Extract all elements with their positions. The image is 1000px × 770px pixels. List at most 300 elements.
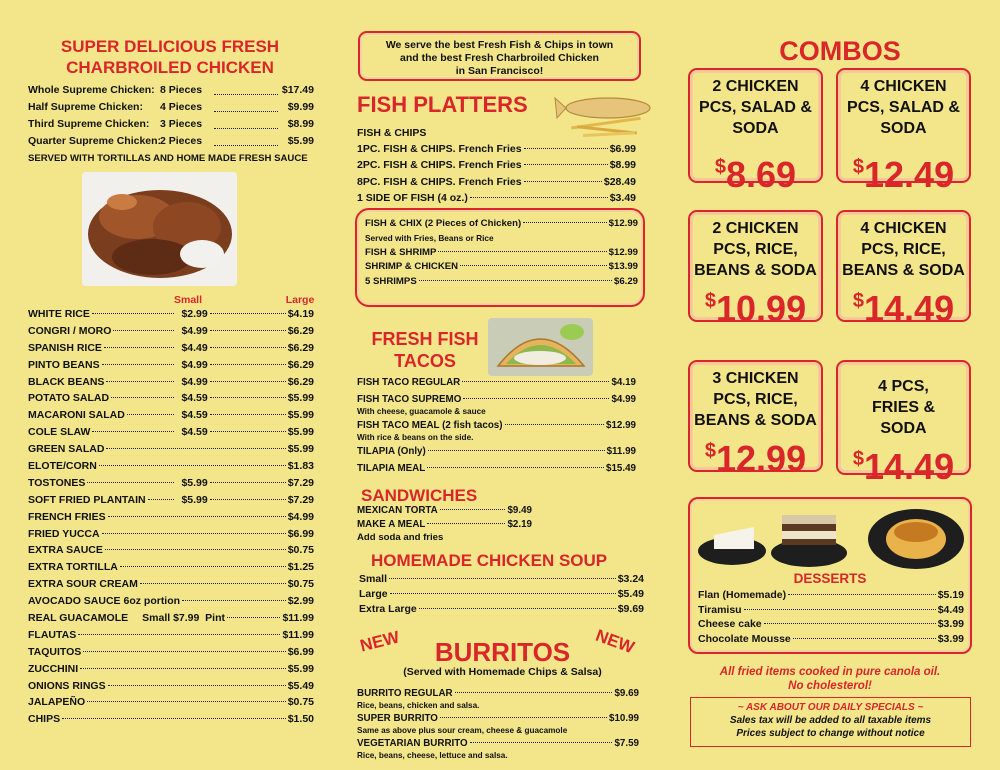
large-price: $6.29 — [287, 324, 314, 337]
item-name: Large — [359, 588, 388, 600]
large-price: $5.99 — [287, 443, 314, 456]
dot-leader — [182, 600, 286, 601]
item-name: VEGETARIAN BURRITO — [357, 738, 468, 749]
chicken-title — [0, 36, 340, 78]
price-row — [365, 261, 638, 276]
dot-leader — [419, 608, 616, 609]
item-name: TAQUITOS — [28, 645, 82, 658]
chicken-price-list — [28, 84, 314, 152]
item-price: $9.69 — [617, 603, 644, 615]
dot-leader — [427, 523, 505, 524]
dot-leader — [788, 594, 936, 595]
price-row — [698, 633, 964, 648]
side-row — [28, 696, 314, 713]
dollar-sign: $ — [704, 290, 717, 312]
dot-leader — [214, 101, 278, 112]
item-price: $5.19 — [937, 589, 964, 601]
side-row — [28, 561, 314, 578]
dot-leader — [80, 668, 286, 669]
tacos-title-line-1: FRESH FISH — [371, 329, 479, 349]
side-row — [28, 612, 314, 629]
dot-leader — [210, 431, 286, 432]
price-row — [357, 159, 636, 175]
dot-leader — [455, 692, 613, 693]
dot-leader — [108, 516, 286, 517]
combos-title: COMBOS — [779, 36, 901, 66]
fish-chips-subtitle: FISH & CHIPS — [357, 127, 427, 139]
dot-leader — [427, 467, 604, 468]
item-name: GREEN SALAD — [28, 443, 105, 456]
side-row — [28, 342, 314, 359]
chicken-title-line-2: CHARBROILED CHICKEN — [66, 58, 274, 77]
dollar-sign: $ — [852, 290, 865, 312]
dot-leader — [105, 549, 286, 550]
item-name: MAKE A MEAL — [357, 519, 426, 530]
dot-leader — [524, 164, 608, 165]
item-name: Flan (Homemade) — [698, 589, 787, 601]
item-name: 5 SHRIMPS — [365, 275, 417, 287]
price-change-note: Prices subject to change without notice — [736, 728, 925, 739]
side-row — [28, 511, 314, 528]
item-name: FRIED YUCCA — [28, 527, 100, 540]
sandwich-note: Add soda and fries — [357, 532, 444, 543]
item-price: $12.99 — [608, 246, 638, 258]
price-row — [357, 192, 636, 208]
item-name: Small — [359, 573, 388, 585]
combo-price-value: 10.99 — [716, 288, 807, 329]
item-name: SUPER BURRITO — [357, 713, 438, 724]
item-name: Quarter Supreme Chicken: — [28, 135, 162, 147]
dot-leader — [419, 280, 612, 281]
side-row — [28, 443, 314, 460]
dot-leader — [106, 448, 285, 449]
combo-description: 3 CHICKEN PCS, RICE, BEANS & SODA — [694, 370, 817, 429]
item-price: $6.29 — [613, 275, 638, 287]
dot-leader — [210, 499, 286, 500]
dot-leader — [440, 717, 607, 718]
combo-card — [836, 68, 971, 195]
item-name: Tiramisu — [698, 603, 742, 616]
dot-leader — [113, 330, 173, 331]
item-price: $5.99 — [287, 135, 314, 147]
side-row — [28, 325, 314, 342]
sides-price-list — [28, 308, 314, 730]
large-price: $6.99 — [287, 645, 314, 658]
large-price: $0.75 — [287, 696, 314, 709]
item-name: Extra Large — [359, 603, 417, 615]
combo-price-value: 12.99 — [716, 438, 807, 479]
price-row — [359, 603, 644, 618]
banner-box — [358, 31, 641, 81]
side-row — [28, 663, 314, 680]
burrito-price-list — [357, 688, 639, 763]
item-name: FISH & SHRIMP — [365, 246, 437, 258]
item-price: $12.99 — [608, 218, 638, 229]
dot-leader — [470, 742, 613, 743]
chicken-row — [28, 118, 314, 135]
combo-card — [688, 210, 823, 329]
item-name: SHRIMP & CHICKEN — [365, 261, 459, 272]
price-row — [357, 377, 636, 390]
dot-leader — [214, 84, 278, 95]
side-row — [28, 595, 314, 612]
fried-note-line-2: No cholesterol! — [788, 680, 872, 692]
small-price: $4.99 — [181, 358, 208, 371]
dessert-price-list — [698, 589, 964, 647]
item-price: $9.69 — [614, 688, 639, 699]
banner-line-3: in San Francisco! — [455, 65, 544, 77]
soup-price-list — [359, 573, 644, 618]
side-row — [28, 477, 314, 494]
item-price: $28.49 — [603, 175, 636, 188]
item-price: $11.99 — [606, 446, 636, 457]
item-price: $17.49 — [281, 84, 314, 96]
dot-leader — [210, 381, 286, 382]
taco-photo — [488, 318, 593, 376]
fish-platters-title: FISH PLATTERS — [357, 92, 528, 117]
dot-leader — [428, 450, 605, 451]
dot-leader — [524, 181, 602, 182]
item-name: BLACK BEANS — [28, 375, 105, 388]
item-price: $3.49 — [609, 192, 636, 205]
large-price: $1.50 — [287, 713, 314, 726]
small-price: $4.59 — [181, 392, 208, 405]
fried-note-line-1: All fried items cooked in pure canola oil. — [719, 666, 941, 678]
item-price: $6.99 — [609, 143, 636, 155]
banner-line-1: We serve the best Fresh Fish & Chips in town — [385, 39, 614, 51]
item-name: FLAUTAS — [28, 628, 77, 641]
combo-description: 2 CHICKEN PCS, SALAD & SODA — [699, 78, 812, 137]
combo-price-value: 12.49 — [864, 154, 955, 195]
dot-leader — [214, 118, 278, 129]
item-note: Served with Fries, Beans or Rice — [365, 232, 494, 243]
item-name: AVOCADO SAUCE 6oz portion — [28, 595, 181, 608]
dot-leader — [227, 617, 280, 618]
item-name: TILAPIA (Only) — [357, 446, 426, 457]
combo-card — [836, 360, 971, 487]
large-price: $4.99 — [287, 510, 314, 523]
combo-price — [690, 281, 821, 329]
item-pieces: 3 Pieces — [160, 118, 203, 130]
dot-leader — [210, 364, 286, 365]
dollar-sign: $ — [714, 156, 727, 178]
item-price: $7.59 — [614, 738, 639, 749]
item-name: Cheese cake — [698, 618, 762, 630]
price-row — [698, 589, 964, 604]
side-row — [28, 426, 314, 443]
item-price: $9.49 — [507, 505, 532, 516]
large-price: $6.29 — [287, 375, 314, 388]
dot-leader — [104, 347, 174, 348]
combo-description: 2 CHICKEN PCS, RICE, BEANS & SODA — [694, 220, 817, 279]
large-price: $4.19 — [287, 308, 314, 320]
item-name: ELOTE/CORN — [28, 460, 97, 473]
fish-and-chips-icon — [553, 92, 663, 142]
chicken-row — [28, 101, 314, 118]
item-price: $10.99 — [609, 713, 639, 724]
item-pieces: 2 Pieces — [160, 135, 203, 147]
dot-leader — [744, 609, 936, 610]
served-note: SERVED WITH TORTILLAS AND HOME MADE FRESH SAUCE — [28, 153, 308, 164]
small-price: Small $7.99 Pint — [142, 612, 226, 625]
large-price: $5.99 — [287, 392, 314, 405]
combo-card — [836, 210, 971, 329]
large-price: $1.25 — [287, 561, 314, 574]
dot-leader — [390, 593, 616, 594]
combo-description: 4 CHICKEN PCS, RICE, BEANS & SODA — [842, 220, 965, 279]
large-price: $5.99 — [287, 662, 314, 675]
fish-price-list — [357, 143, 636, 209]
dot-leader — [440, 509, 506, 510]
large-header: Large — [285, 294, 315, 306]
large-price: $6.99 — [287, 527, 314, 540]
side-row — [28, 308, 314, 325]
dot-leader — [210, 313, 286, 314]
item-price: $3.24 — [617, 573, 644, 585]
specials-note: ~ ASK ABOUT OUR DAILY SPECIALS ~ — [737, 702, 924, 713]
item-name: BURRITO REGULAR — [357, 688, 453, 699]
dot-leader — [210, 397, 286, 398]
large-price: $2.99 — [287, 595, 314, 608]
dot-leader — [463, 398, 609, 399]
dot-leader — [214, 135, 278, 146]
dot-leader — [87, 701, 286, 702]
dot-leader — [92, 431, 173, 432]
large-price: $6.29 — [287, 341, 314, 354]
specials-box — [690, 697, 971, 747]
dot-leader — [87, 482, 173, 483]
large-price: $5.49 — [287, 679, 314, 692]
item-pieces: 8 Pieces — [160, 84, 203, 96]
item-price: $15.49 — [606, 463, 636, 474]
dot-leader — [78, 634, 280, 635]
item-price: $5.49 — [617, 588, 644, 600]
price-row — [365, 276, 638, 291]
dot-leader — [470, 197, 608, 198]
side-row — [28, 713, 314, 730]
dot-leader — [505, 424, 605, 425]
side-row — [28, 359, 314, 376]
small-header: Small — [173, 294, 202, 306]
dot-leader — [140, 583, 286, 584]
fried-note — [680, 665, 980, 693]
item-note: With cheese, guacamole & sauce — [357, 407, 486, 416]
side-row — [28, 494, 314, 511]
item-note: Same as above plus sour cream, cheese & guacamole — [357, 725, 568, 735]
burritos-subtitle: (Served with Homemade Chips & Salsa) — [403, 666, 602, 678]
chicken-row — [28, 84, 314, 101]
item-name: CONGRI / MORO — [28, 324, 112, 337]
tacos-price-list — [357, 377, 636, 480]
price-row — [365, 247, 638, 262]
item-name: REAL GUACAMOLE — [28, 612, 129, 625]
item-pieces: 4 Pieces — [160, 101, 203, 113]
sandwich-price-list — [357, 505, 532, 533]
item-price: $4.49 — [937, 603, 964, 616]
dot-leader — [83, 651, 285, 652]
tacos-title-line-2: TACOS — [394, 351, 456, 371]
large-price: $1.83 — [287, 460, 314, 473]
dot-leader — [389, 578, 616, 579]
dot-leader — [764, 623, 936, 624]
item-name: EXTRA SAUCE — [28, 544, 103, 557]
soup-title: HOMEMADE CHICKEN SOUP — [371, 551, 608, 570]
item-name: COLE SLAW — [28, 426, 91, 439]
side-row — [28, 528, 314, 545]
large-price: $11.99 — [282, 628, 314, 641]
price-row — [357, 738, 639, 751]
item-name: FISH TACO SUPREMO — [357, 394, 462, 405]
side-row — [28, 680, 314, 697]
item-name: ONIONS RINGS — [28, 679, 106, 692]
desserts-title: DESSERTS — [793, 571, 867, 586]
large-price: $6.29 — [287, 358, 314, 371]
item-name: ZUCCHINI — [28, 662, 79, 675]
large-price: $0.75 — [287, 544, 314, 557]
item-note: Rice, beans, chicken and salsa. — [357, 700, 480, 710]
combo-card — [688, 68, 823, 195]
dot-leader — [99, 465, 286, 466]
large-price: $5.99 — [287, 426, 314, 439]
price-row — [357, 713, 639, 726]
dot-leader — [210, 482, 286, 483]
item-name: Third Supreme Chicken: — [28, 118, 150, 130]
dot-leader — [62, 718, 286, 719]
side-row — [28, 460, 314, 477]
dot-leader — [108, 685, 286, 686]
large-price: $7.29 — [287, 476, 314, 489]
item-name: PINTO BEANS — [28, 358, 100, 371]
item-note: With rice & beans on the side. — [357, 433, 474, 442]
dot-leader — [102, 533, 286, 534]
fish-combo-box — [355, 208, 645, 307]
price-row — [365, 218, 638, 233]
side-row — [28, 376, 314, 393]
item-name: 2PC. FISH & CHIPS. French Fries — [357, 159, 522, 172]
item-name: FRENCH FRIES — [28, 510, 106, 523]
chicken-photo — [82, 172, 237, 286]
item-price: $4.99 — [611, 394, 636, 405]
tax-note: Sales tax will be added to all taxable items — [729, 715, 932, 726]
row-spacer — [357, 476, 636, 480]
item-name: TOSTONES — [28, 476, 86, 489]
desserts-box — [688, 497, 972, 654]
combo-price-value: 14.49 — [864, 288, 955, 329]
burritos-title: BURRITOS — [434, 637, 571, 667]
side-row — [28, 409, 314, 426]
dot-leader — [148, 499, 174, 500]
item-price: $3.99 — [937, 618, 964, 630]
chicken-column — [0, 0, 340, 770]
fish-column — [345, 0, 660, 770]
item-name: JALAPEÑO — [28, 696, 86, 709]
item-price: $8.99 — [287, 118, 314, 130]
item-note: Rice, beans, cheese, lettuce and salsa. — [357, 750, 508, 760]
dot-leader — [127, 414, 174, 415]
side-row — [28, 392, 314, 409]
item-name: 1PC. FISH & CHIPS. French Fries — [357, 143, 522, 155]
combo-description: 4 CHICKEN PCS, SALAD & SODA — [847, 78, 960, 137]
dot-leader — [92, 313, 174, 314]
small-price: $4.59 — [181, 426, 208, 439]
price-row — [698, 604, 964, 619]
item-price: $2.19 — [507, 519, 532, 530]
side-row — [28, 544, 314, 561]
small-price: $2.99 — [181, 308, 208, 320]
combo-price — [838, 281, 969, 329]
item-name: SOFT FRIED PLANTAIN — [28, 493, 146, 506]
item-name: 8PC. FISH & CHIPS. French Fries — [357, 175, 522, 188]
item-price: $12.99 — [606, 420, 636, 431]
item-name: Chocolate Mousse — [698, 632, 791, 645]
item-name: FISH & CHIX (2 Pieces of Chicken) — [365, 218, 522, 229]
dot-leader — [462, 381, 609, 382]
item-price: $4.19 — [611, 377, 636, 388]
chicken-title-line-1: SUPER DELICIOUS FRESH — [60, 37, 280, 56]
combo-card — [688, 360, 823, 479]
item-price: $13.99 — [608, 261, 638, 272]
dot-leader — [524, 148, 608, 149]
item-name: 1 SIDE OF FISH (4 oz.) — [357, 192, 468, 205]
item-name: MACARONI SALAD — [28, 409, 125, 422]
dot-leader — [102, 364, 174, 365]
price-row — [357, 519, 532, 533]
combo-price — [838, 147, 969, 195]
price-row — [357, 505, 532, 519]
large-price: $7.29 — [287, 493, 314, 506]
side-row — [28, 578, 314, 595]
item-name: FISH TACO REGULAR — [357, 377, 461, 388]
side-row — [28, 629, 314, 646]
price-row — [357, 463, 636, 476]
combo-description: 4 PCS, FRIES & SODA — [871, 378, 936, 437]
dot-leader — [438, 251, 606, 252]
combo-price-value: 14.49 — [864, 446, 955, 487]
combo-price-value: 8.69 — [726, 154, 797, 195]
small-price: $5.99 — [181, 476, 208, 489]
tacos-title — [365, 328, 485, 372]
banner-line-2: and the best Fresh Charbroiled Chicken — [400, 52, 599, 64]
chicken-row — [28, 135, 314, 152]
large-price: $5.99 — [287, 409, 314, 422]
desserts-photo — [694, 505, 970, 569]
item-name: POTATO SALAD — [28, 392, 110, 405]
combo-price — [690, 431, 821, 479]
new-badge-right: NEW — [593, 625, 637, 658]
item-name: CHIPS — [28, 713, 61, 726]
item-price: $8.99 — [609, 159, 636, 172]
price-row — [359, 573, 644, 588]
price-row — [357, 420, 636, 433]
item-name: EXTRA SOUR CREAM — [28, 578, 138, 591]
combo-price — [838, 439, 969, 487]
item-name: Half Supreme Chicken: — [28, 101, 143, 113]
dollar-sign: $ — [704, 440, 717, 462]
item-name: MEXICAN TORTA — [357, 505, 438, 516]
small-price: $5.99 — [181, 493, 208, 506]
item-name: EXTRA TORTILLA — [28, 561, 118, 574]
dollar-sign: $ — [852, 156, 865, 178]
price-row — [357, 143, 636, 159]
dot-leader — [210, 414, 286, 415]
price-row — [357, 688, 639, 701]
dot-leader — [210, 330, 286, 331]
price-row — [357, 394, 636, 407]
price-row — [698, 618, 964, 633]
fish-combo-list — [365, 218, 638, 290]
small-price: $4.49 — [181, 341, 208, 354]
sandwiches-title: SANDWICHES — [361, 486, 478, 505]
